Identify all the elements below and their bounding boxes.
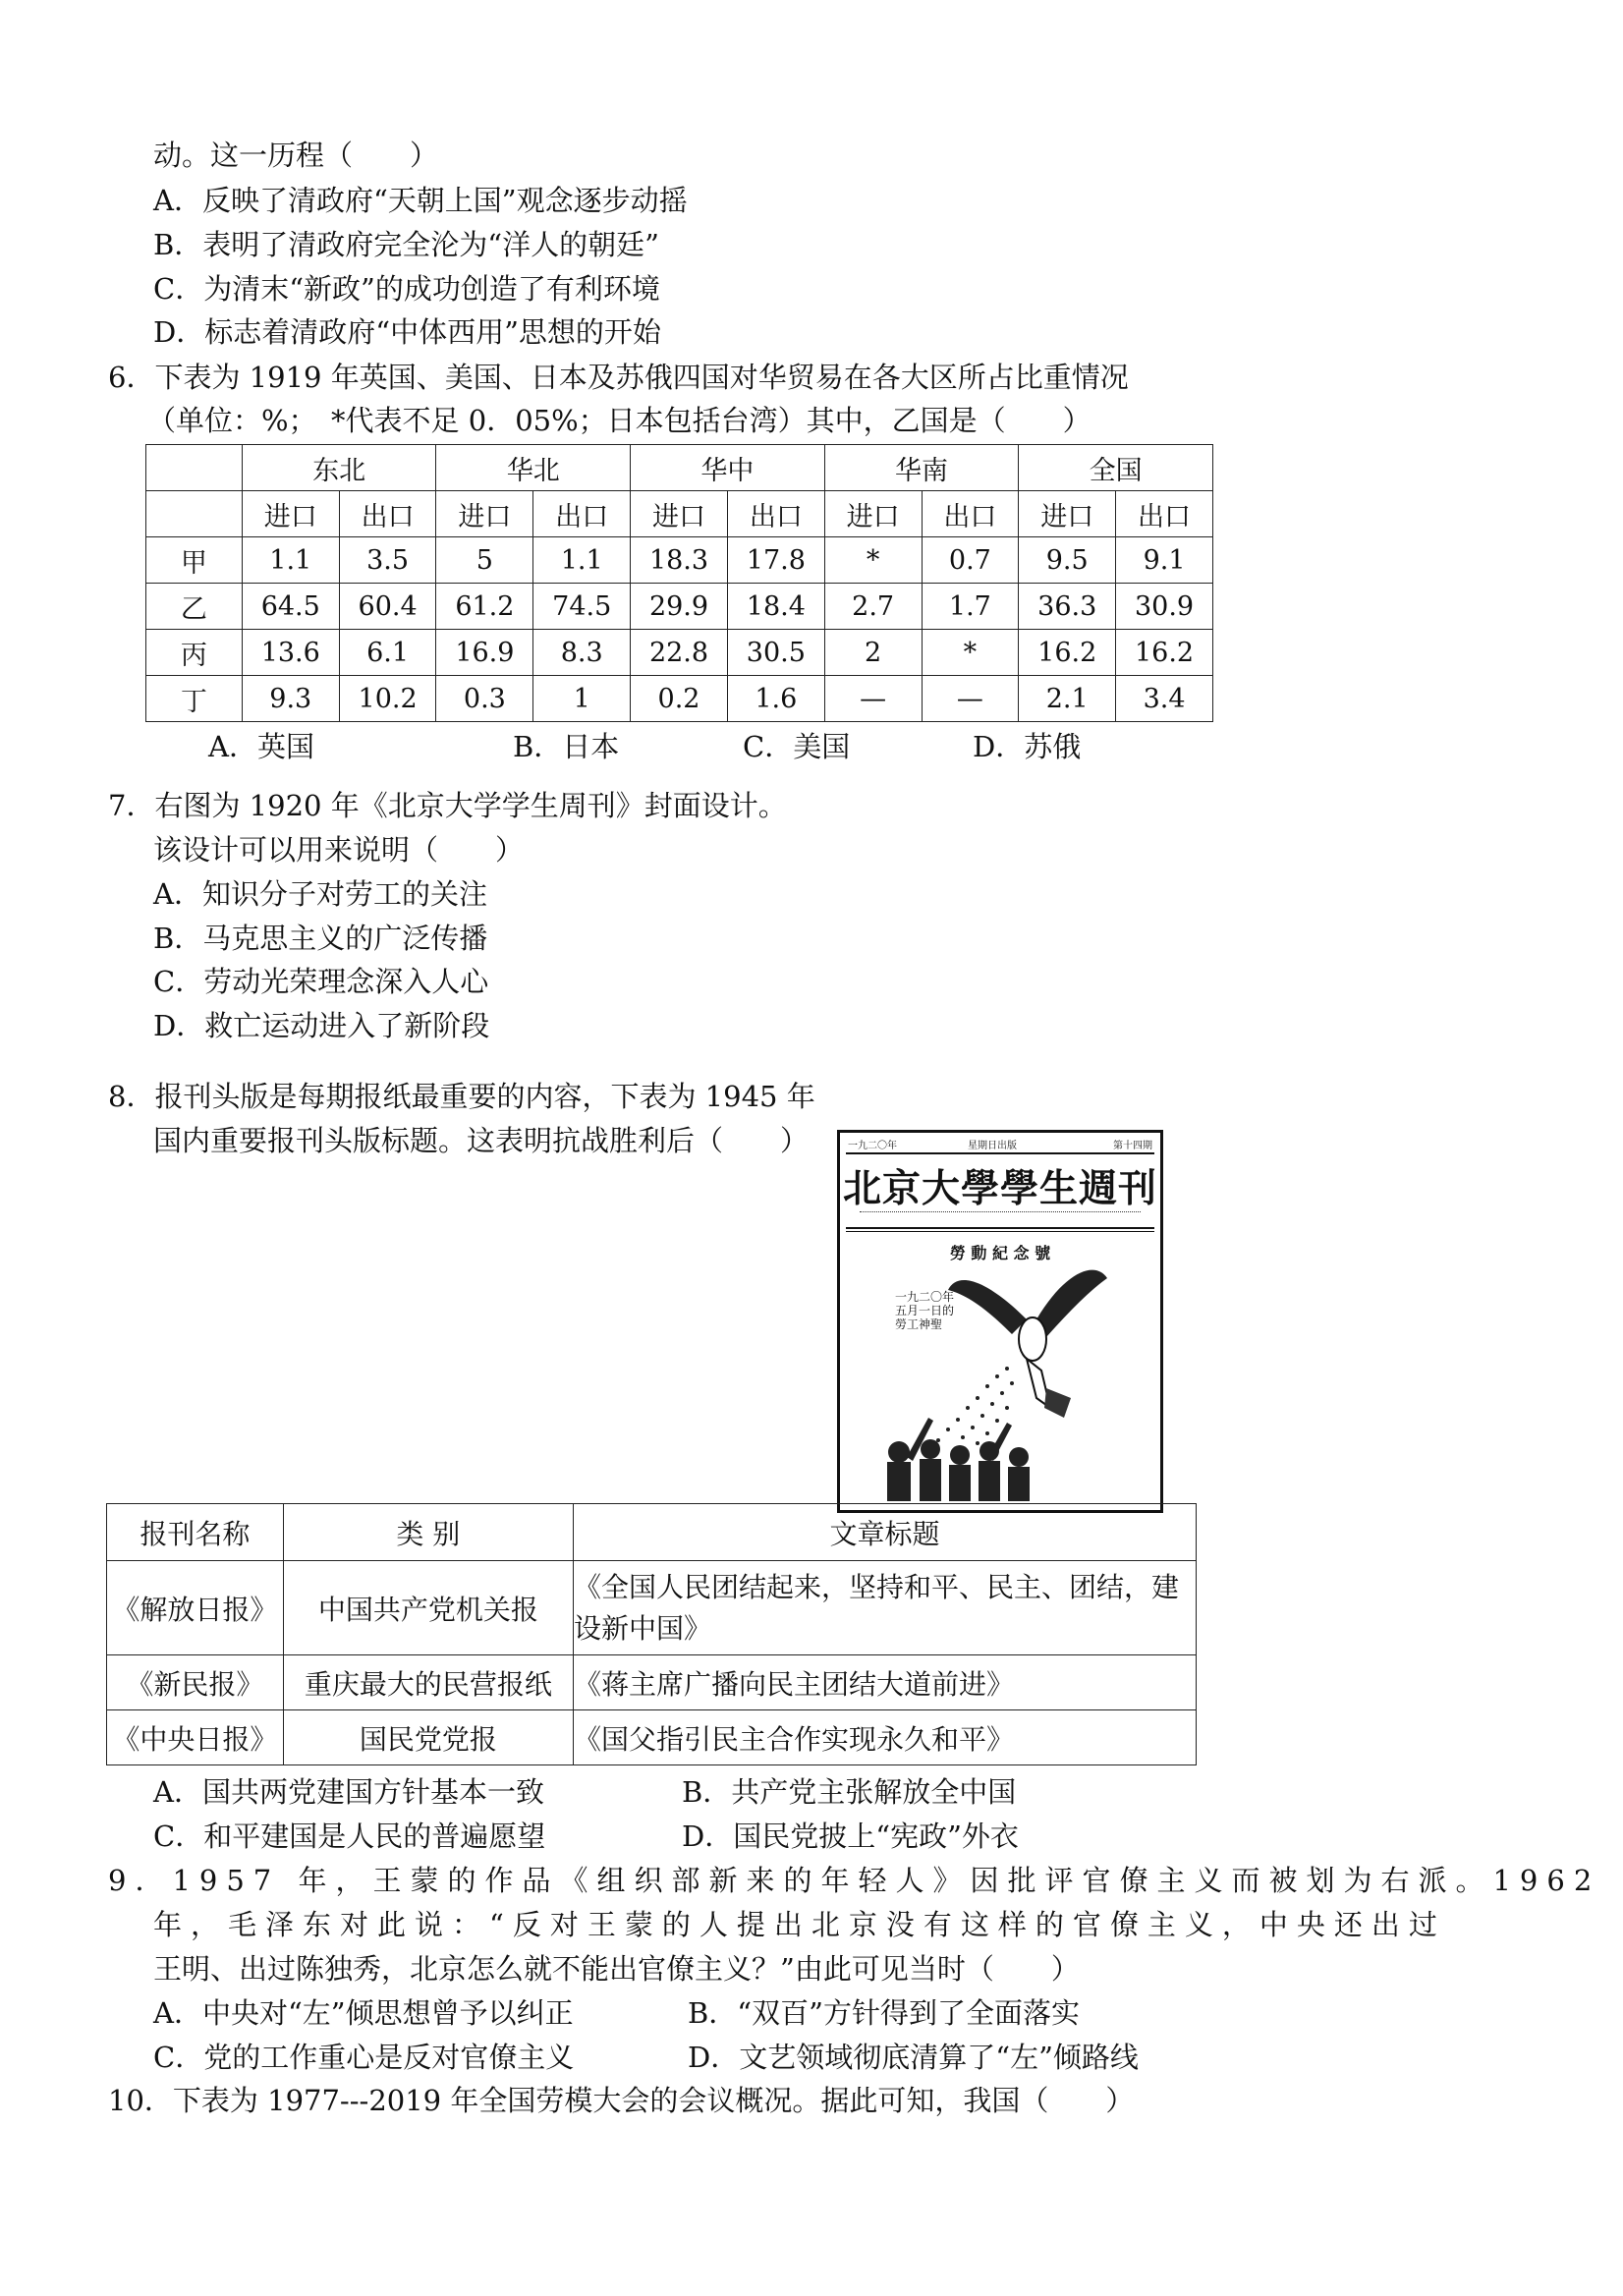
header-title: 文章标题 — [574, 1504, 1197, 1561]
newspaper-type: 重庆最大的民营报纸 — [283, 1655, 573, 1710]
table-cell: 1 — [533, 676, 631, 722]
sub-header: 进口 — [436, 491, 533, 537]
q10-stem: 10．下表为 1977---2019 年全国劳模大会的会议概况。据此可知，我国（ ） — [108, 2084, 1135, 2117]
table-cell: 2 — [824, 630, 922, 676]
q8-option-a: A．国共两党建国方针基本一致 — [153, 1775, 544, 1809]
cover-dotted-rule — [860, 1211, 1141, 1212]
table-cell: 3.5 — [339, 537, 436, 584]
table-cell: 5 — [436, 537, 533, 584]
sub-header: 出口 — [1116, 491, 1213, 537]
table-subheader-row — [146, 491, 1213, 537]
table-header-row — [107, 1504, 1197, 1561]
row-label: 甲 — [146, 537, 243, 584]
table-row — [146, 676, 1213, 722]
q7-option-c: C．劳动光荣理念深入人心 — [153, 965, 489, 998]
q9-stem-line2: 年，毛泽东对此说：“反对王蒙的人提出北京没有这样的官僚主义，中央还出过 — [153, 1908, 1446, 1941]
cover-top-right: 第十四期 — [1113, 1141, 1152, 1151]
cover-handwriting: 一九二〇年五月一日的勞工神聖 — [895, 1290, 955, 1331]
cover-masthead: 北京大學學生週刊 — [842, 1166, 1157, 1211]
table-cell: 64.5 — [242, 584, 339, 630]
angel-wing-icon — [1036, 1270, 1107, 1337]
q5-option-d: D．标志着清政府“中体西用”思想的开始 — [153, 315, 661, 349]
table-cell: 1.1 — [242, 537, 339, 584]
table-cell: 0.7 — [922, 537, 1019, 584]
table-cell: 16.2 — [1116, 630, 1213, 676]
angel-figure-icon — [1019, 1317, 1046, 1361]
table-cell: 16.2 — [1019, 630, 1116, 676]
table-row — [146, 630, 1213, 676]
q8-stem-line1: 8．报刊头版是每期报纸最重要的内容，下表为 1945 年 — [108, 1080, 815, 1113]
table-cell: 74.5 — [533, 584, 631, 630]
table-cell: 0.2 — [631, 676, 728, 722]
q5-option-c: C．为清末“新政”的成功创造了有利环境 — [153, 272, 660, 306]
cover-subtitle: 勞 動 紀 念 號 — [949, 1244, 1051, 1262]
table-cell: 36.3 — [1019, 584, 1116, 630]
header-name: 报刊名称 — [107, 1504, 284, 1561]
table-cell: 30.9 — [1116, 584, 1213, 630]
region-header: 华北 — [436, 445, 631, 491]
row-label: 丙 — [146, 630, 243, 676]
table-cell: 2.7 — [824, 584, 922, 630]
q8-stem-line2: 国内重要报刊头版标题。这表明抗战胜利后（ ） — [153, 1124, 810, 1157]
article-title: 《国父指引民主合作实现永久和平》 — [574, 1710, 1197, 1765]
sub-header: 进口 — [1019, 491, 1116, 537]
table-corner — [146, 445, 243, 491]
newspaper-name: 《新民报》 — [107, 1655, 284, 1710]
row-label: 丁 — [146, 676, 243, 722]
region-header: 华中 — [631, 445, 825, 491]
q6-option-c: C．美国 — [743, 730, 851, 763]
cover-rule — [846, 1227, 1154, 1229]
table-cell: 9.1 — [1116, 537, 1213, 584]
q5-stem-tail: 动。这一历程（ ） — [153, 139, 439, 172]
table-cell: 9.3 — [242, 676, 339, 722]
newspaper-name: 《中央日报》 — [107, 1710, 284, 1765]
table-cell: 6.1 — [339, 630, 436, 676]
table-cell: 61.2 — [436, 584, 533, 630]
table-cell: 30.5 — [727, 630, 824, 676]
q5-option-b: B．表明了清政府完全沦为“洋人的朝廷” — [153, 228, 659, 261]
table-row — [146, 584, 1213, 630]
table-cell: 2.1 — [1019, 676, 1116, 722]
newspaper-type: 中国共产党机关报 — [283, 1561, 573, 1655]
q7-option-a: A．知识分子对劳工的关注 — [153, 877, 487, 911]
q8-option-c: C．和平建国是人民的普遍愿望 — [153, 1820, 546, 1853]
sub-header: 出口 — [339, 491, 436, 537]
article-title: 《蒋主席广播向民主团结大道前进》 — [574, 1655, 1197, 1710]
table-row — [146, 537, 1213, 584]
cover-rule — [846, 1231, 1154, 1232]
q8-option-d: D．国民党披上“宪政”外衣 — [682, 1820, 1019, 1853]
q7-stem-line2: 该设计可以用来说明（ ） — [153, 833, 525, 867]
q9-option-d: D．文艺领域彻底清算了“左”倾路线 — [688, 2041, 1139, 2074]
table-cell: 22.8 — [631, 630, 728, 676]
table-cell: 18.4 — [727, 584, 824, 630]
table-cell: 17.8 — [727, 537, 824, 584]
q5-option-a: A．反映了清政府“天朝上国”观念逐步动摇 — [153, 184, 688, 217]
table-cell: 8.3 — [533, 630, 631, 676]
cover-top-left: 一九二〇年 — [848, 1141, 897, 1151]
sub-header: 出口 — [727, 491, 824, 537]
article-title — [574, 1561, 1197, 1655]
q7-option-b: B．马克思主义的广泛传播 — [153, 922, 488, 955]
table-row — [107, 1710, 1197, 1765]
newspaper-type: 国民党党报 — [283, 1710, 573, 1765]
table-corner — [146, 491, 243, 537]
table-cell: 60.4 — [339, 584, 436, 630]
table-cell: 0.3 — [436, 676, 533, 722]
table-cell: 1.7 — [922, 584, 1019, 630]
weekly-cover-image — [837, 1130, 1163, 1513]
table-cell: 16.9 — [436, 630, 533, 676]
cover-rule — [846, 1152, 1154, 1154]
q6-option-b: B．日本 — [513, 730, 620, 763]
sub-header: 进口 — [824, 491, 922, 537]
q8-option-b: B．共产党主张解放全中国 — [682, 1775, 1017, 1809]
region-header: 华南 — [824, 445, 1019, 491]
region-header: 全国 — [1019, 445, 1213, 491]
q9-option-c: C．党的工作重心是反对官僚主义 — [153, 2041, 575, 2074]
cover-top-mid: 星期日出版 — [968, 1141, 1017, 1151]
q6-stem-line2: （单位：%； *代表不足 0．05%；日本包括台湾）其中，乙国是（ ） — [147, 404, 1091, 437]
newspaper-table — [106, 1503, 1197, 1765]
crowd-icon — [887, 1418, 1030, 1501]
table-cell: 10.2 — [339, 676, 436, 722]
newspaper-name: 《解放日报》 — [107, 1561, 284, 1655]
sub-header: 出口 — [922, 491, 1019, 537]
table-cell: 9.5 — [1019, 537, 1116, 584]
table-cell: 29.9 — [631, 584, 728, 630]
region-header: 东北 — [242, 445, 436, 491]
sub-header: 出口 — [533, 491, 631, 537]
table-cell: * — [824, 537, 922, 584]
q9-stem-line3: 王明、出过陈独秀，北京怎么就不能出官僚主义？”由此可见当时（ ） — [153, 1952, 1080, 1986]
table-cell: 3.4 — [1116, 676, 1213, 722]
table-cell: — — [922, 676, 1019, 722]
sub-header: 进口 — [242, 491, 339, 537]
table-row — [107, 1655, 1197, 1710]
table-header-row — [146, 445, 1213, 491]
table-cell: * — [922, 630, 1019, 676]
angel-wing-icon — [948, 1280, 1027, 1334]
q9-stem-line1: 9．1957 年，王蒙的作品《组织部新来的年轻人》因批评官僚主义而被划为右派。1962 — [108, 1864, 1601, 1897]
trade-table — [145, 444, 1213, 722]
table-row — [107, 1561, 1197, 1655]
table-cell: 1.1 — [533, 537, 631, 584]
article-title-line2: 设新中国》 — [574, 1611, 712, 1645]
header-type: 类 别 — [283, 1504, 573, 1561]
q6-stem-line1: 6．下表为 1919 年英国、美国、日本及苏俄四国对华贸易在各大区所占比重情况 — [108, 361, 1129, 394]
table-cell: — — [824, 676, 922, 722]
table-cell: 18.3 — [631, 537, 728, 584]
q7-option-d: D．救亡运动进入了新阶段 — [153, 1009, 490, 1042]
q6-option-d: D．苏俄 — [973, 730, 1082, 763]
cover-illustration — [840, 1260, 1160, 1506]
row-label: 乙 — [146, 584, 243, 630]
q9-option-b: B．“双百”方针得到了全面落实 — [688, 1996, 1080, 2030]
q6-option-a: A．英国 — [208, 730, 314, 763]
table-cell: 13.6 — [242, 630, 339, 676]
table-cell: 1.6 — [727, 676, 824, 722]
article-title-line1: 《全国人民团结起来，坚持和平、民主、团结，建 — [574, 1570, 1180, 1603]
q7-stem-line1: 7．右图为 1920 年《北京大学学生周刊》封面设计。 — [108, 789, 787, 822]
flag-icon — [1044, 1388, 1071, 1418]
sub-header: 进口 — [631, 491, 728, 537]
q9-option-a: A．中央对“左”倾思想曾予以纠正 — [153, 1996, 574, 2030]
